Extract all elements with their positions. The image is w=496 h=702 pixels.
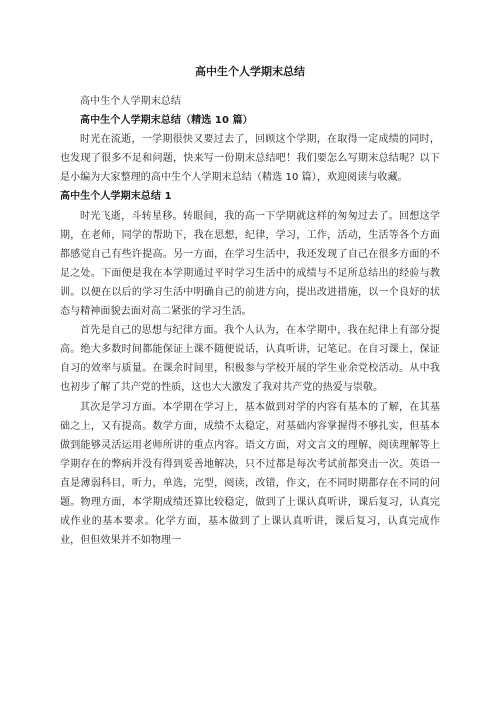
intro-paragraph: 时光在流逝，一学期很快又要过去了，回顾这个学期，在取得一定成绩的同时，也发现了很多不足和问题，快来写一份期末总结吧！我们要怎么写期末总结呢？以下是小编为大家整理的高中生个人学期末总结（精选 10 篇），欢迎阅读与收藏。 (60, 134, 440, 184)
body-paragraph: 首先是自己的思想与纪律方面。我个人认为，在本学期中，我在纪律上有部分提高。绝大多数时间都能保证上课不随便说话，认真听讲，记笔记。在自习课上，保证自习的效率与质量。在课余时间里，积极参与学校开展的学生业余党校活动。从中我也初步了解了共产党的性质，这也大大激发了我对共产党的热爱与崇敬。 (60, 325, 440, 394)
section-heading: 高中生个人学期末总结 1 (60, 191, 172, 203)
subtitle-bold-paragraph: 高中生个人学期末总结（精选 10 篇） (80, 115, 253, 127)
subtitle-paragraph: 高中生个人学期末总结 (80, 96, 181, 107)
document-title: 高中生个人学期末总结 (195, 65, 305, 78)
body-paragraph: 其次是学习方面。本学期在学习上，基本做到对学的内容有基本的了解，在其基础之上，又有提高。数学方面，成绩不太稳定，对基础内容掌握得不够扎实，但基本做到能够灵活运用老师所讲的重点内容。语文方面，对文言文的理解，阅读理解等上学期存在的弊病并没有得到妥善地解决，只不过都是每次考试前都突击一次。英语一直是薄弱科目，听力，单选，完型，阅读，改错，作文，在不同时期都存在不同的问题。物理方面，本学期成绩还算比较稳定，做到了上课认真听讲，课后复习，认真完成作业的基本要求。化学方面，基本做到了上课认真听讲，课后复习，认真完成作业，但但效果并不如物理一 (60, 401, 440, 547)
body-paragraph: 时光飞逝，斗转星移。转眼间，我的高一下学期就这样的匆匆过去了。回想这学期，在老师，同学的帮助下，我在思想，纪律，学习，工作，活动，生活等各个方面都感觉自己有些许提高。另一方面，在学习生活中，我还发现了自己在很多方面的不足之处。下面便是我在本学期通过平时学习生活中的成绩与不足所总结出的经验与教训。以便在以后的学习生活中明确自己的前进方向，提出改进措施，以一个良好的状态与精神面貌去面对高二紧张的学习生活。 (60, 210, 440, 318)
